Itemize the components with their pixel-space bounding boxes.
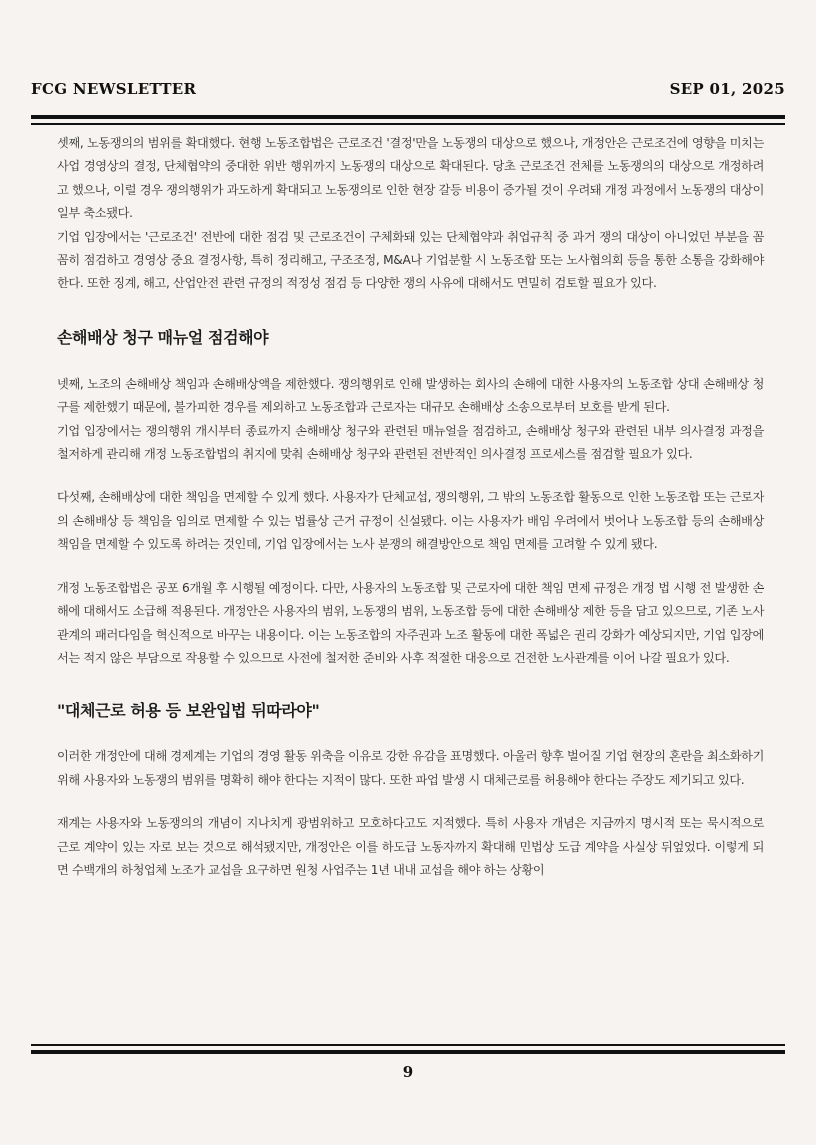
section-heading: 손해배상 청구 매뉴얼 점검해야 xyxy=(57,327,269,347)
paragraph: 이러한 개정안에 대해 경제계는 기업의 경영 활동 위축을 이유로 강한 유감을 표명했다. 아울러 향후 벌어질 기업 현장의 혼란을 최소화하기 위해 사용자와 노동쟁의 범위를 명확히 해야 한다는 지적이 많다. 또한 파업 발생 시 대체근로를 허용해야 한다는 주장도 제기되고 있다. xyxy=(57,749,764,787)
paragraph-spacer xyxy=(57,792,764,812)
paragraph: 다섯째, 손해배상에 대한 책임을 면제할 수 있게 했다. 사용자가 단체교섭, 쟁의행위, 그 밖의 노동조합 활동으로 인한 노동조합 또는 근로자의 손해배상 등 책임을 임의로 면제할 수 있는 법률상 근거 규정이 신설됐다. 이는 사용자가 배임 우려에서 벗어나 노동조합 등의 손해배상 책임을 면제할 수 있도록 하려는 것인데, 기업 입장에서는 노사 분쟁의 해결방안으로 책임 면제를 고려할 수 있게 됐다. xyxy=(57,490,764,552)
paragraph: 넷째, 노조의 손해배상 책임과 손해배상액을 제한했다. 쟁의행위로 인해 발생하는 회사의 손해에 대한 사용자의 노동조합 상대 손해배상 청구를 제한했기 때문에, 불가피한 경우를 제외하고 노동조합과 근로자는 대규모 손해배상 소송으로부터 보호를 받게 된다. xyxy=(57,376,764,415)
paragraph: 재계는 사용자와 노동쟁의의 개념이 지나치게 광범위하고 모호하다고도 지적했다. 특히 사용자 개념은 지금까지 명시적 또는 묵시적으로 근로 계약이 있는 자로 보는 것으로 해석됐지만, 개정안은 이를 하도급 노동자까지 확대해 민법상 도급 계약을 사실상 뒤엎었다. 이렇게 되면 수백개의 하청업체 노조가 교섭을 요구하면 원청 사업주는 1년 내내 교섭을 해야 하는 상황이 xyxy=(57,816,764,877)
paragraph: 기업 입장에서는 쟁의행위 개시부터 종료까지 손해배상 청구와 관련된 매뉴얼을 점검하고, 손해배상 청구와 관련된 내부 의사결정 과정을 철저하게 관리해 개정 노동조합법의 취지에 맞춰 손해배상 청구와 관련된 전반적인 의사결정 프로세스를 점검할 필요가 있다. xyxy=(57,423,764,462)
publication-name: FCG NEWSLETTER xyxy=(31,80,197,98)
article-body xyxy=(57,132,764,882)
issue-date: SEP 01, 2025 xyxy=(669,80,785,98)
page-number: 9 xyxy=(402,1063,414,1081)
header-divider-thin xyxy=(31,123,785,125)
footer-divider-thin xyxy=(31,1044,785,1046)
header-divider-thick xyxy=(31,115,785,119)
paragraph: 개정 노동조합법은 공포 6개월 후 시행될 예정이다. 다만, 사용자의 노동조합 및 근로자에 대한 책임 면제 규정은 개정 법 시행 전 발생한 손해에 대해서도 소급해 적용된다. 개정안은 사용자의 범위, 노동쟁의 범위, 노동조합 등에 대한 손해배상 제한 등을 담고 있으므로, 기존 노사관계의 패러다임을 혁신적으로 바꾸는 내용이다. 이는 노동조합의 자주권과 노조 활동에 대한 폭넓은 권리 강화가 예상되지만, 기업 입장에서는 적지 않은 부담으로 작용할 수 있으므로 사전에 철저한 준비와 사후 적절한 대응으로 건전한 노사관계를 이어 나갈 필요가 있다. xyxy=(57,580,764,665)
paragraph-spacer xyxy=(57,557,764,577)
paragraph: 기업 입장에서는 '근로조건' 전반에 대한 점검 및 근로조건이 구체화돼 있는 단체협약과 취업규칙 중 과거 쟁의 대상이 아니었던 부분을 꼼꼼히 점검하고 경영상 중요 결정사항, 특히 정리해고, 구조조정, M&A나 기업분할 시 노동조합 또는 노사협의회 등을 통한 소통을 강화해야 한다. 또한 징계, 해고, 산업안전 관련 규정의 적정성 점검 등 다양한 쟁의 사유에 대해서도 면밀히 검토할 필요가 있다. xyxy=(57,229,764,291)
footer-divider-thick xyxy=(31,1050,785,1054)
paragraph: 셋째, 노동쟁의의 범위를 확대했다. 현행 노동조합법은 근로조건 '결정'만을 노동쟁의 대상으로 했으나, 개정안은 근로조건에 영향을 미치는 사업 경영상의 결정, 단체협약의 중대한 위반 행위까지 노동쟁의 대상으로 확대된다. 당초 근로조건 전체를 노동쟁의의 대상으로 개정하려고 했으나, 이럴 경우 쟁의행위가 과도하게 확대되고 노동쟁의로 인한 현장 갈등 비용이 증가될 것이 우려돼 개정 과정에서 노동쟁의 대상이 일부 축소됐다. xyxy=(57,136,764,221)
paragraph-spacer xyxy=(57,466,764,486)
page-header xyxy=(31,78,785,100)
section-heading: "대체근로 허용 등 보완입법 뒤따라야" xyxy=(57,701,320,721)
